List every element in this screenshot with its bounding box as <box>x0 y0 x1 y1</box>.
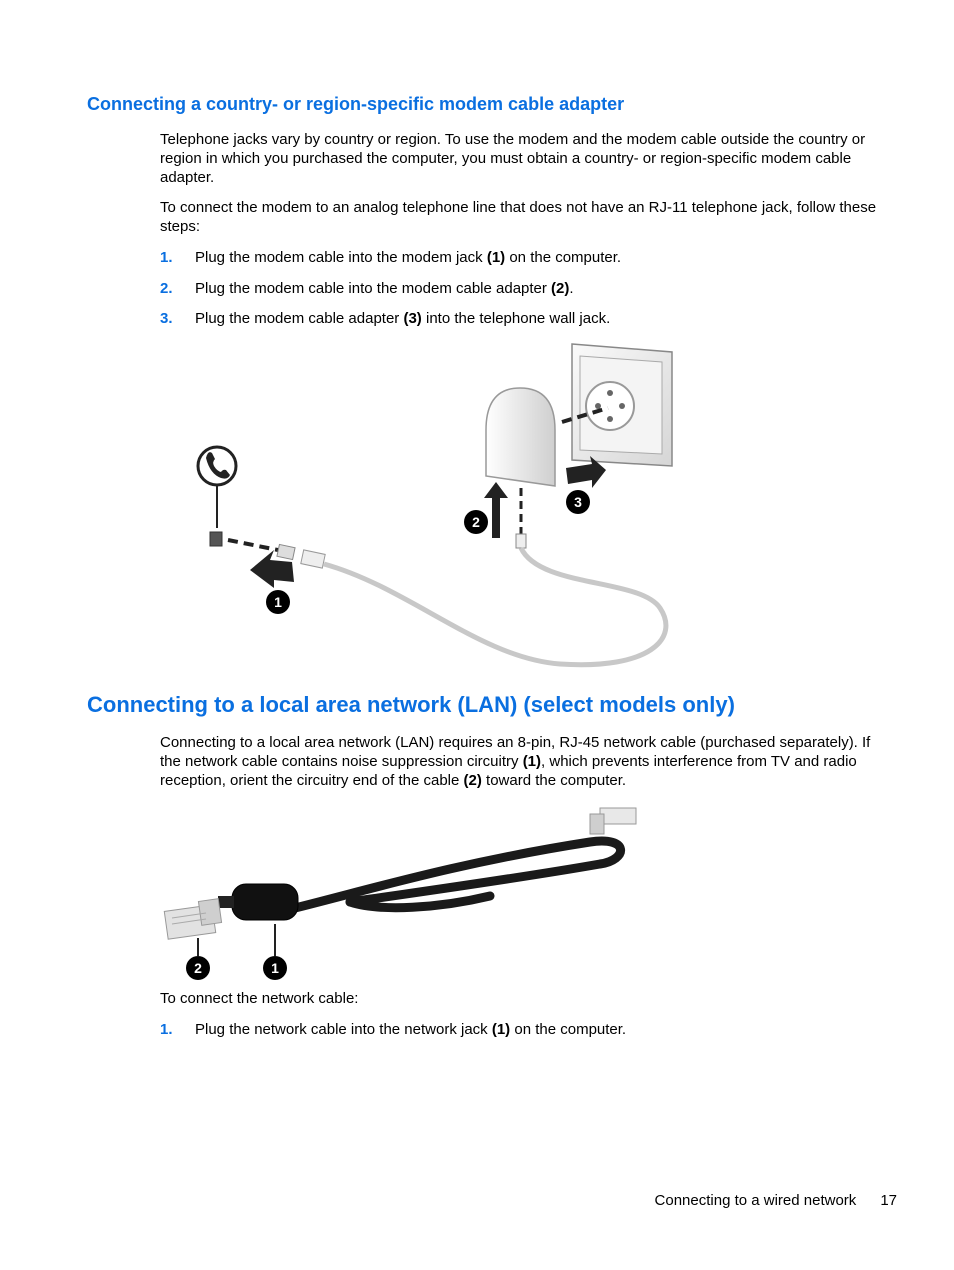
callout-3 <box>566 490 590 514</box>
callout-2 <box>464 510 488 534</box>
section-heading-lan: Connecting to a local area network (LAN) (select models only) <box>87 692 735 717</box>
step-number: 1. <box>160 249 173 266</box>
lan-intro-paragraph: Connecting to a local area network (LAN) requires an 8-pin, RJ-45 network cable (purchased separately). If the network cable contains noise suppression circuitry (1), which prevents interference from TV and radio reception, orient the circuitry end of the cable (2) toward the computer. <box>160 734 871 789</box>
instructions-paragraph: To connect the modem to an analog telephone line that does not have an RJ-11 telephone jack, follow these steps: <box>160 199 877 235</box>
svg-text:1: 1 <box>274 594 282 610</box>
network-cable-illustration <box>160 800 650 985</box>
svg-text:2: 2 <box>194 960 202 976</box>
svg-text:2: 2 <box>472 514 480 530</box>
step-text: Plug the modem cable into the modem jack (1) on the computer. <box>195 249 622 266</box>
svg-text:3: 3 <box>574 494 582 510</box>
step-number: 1. <box>160 1021 173 1038</box>
step-number: 3. <box>160 310 173 327</box>
network-steps-intro: To connect the network cable: <box>160 990 359 1007</box>
modem-phone-icon <box>198 447 236 528</box>
section-heading-modem-adapter: Connecting a country- or region-specific modem cable adapter <box>87 94 625 114</box>
step-text: Plug the modem cable adapter (3) into the telephone wall jack. <box>195 310 611 327</box>
page-number: 17 <box>880 1192 897 1209</box>
rj45-plug <box>164 899 221 939</box>
page-footer <box>560 1192 897 1209</box>
step-text: Plug the modem cable into the modem cable adapter (2). <box>195 280 574 297</box>
footer-section-title: Connecting to a wired network <box>654 1192 857 1209</box>
ferrite-bead <box>232 884 298 920</box>
step-text: Plug the network cable into the network jack (1) on the computer. <box>195 1021 627 1038</box>
arrow-icon <box>484 482 508 538</box>
intro-paragraph: Telephone jacks vary by country or region. To use the modem and the modem cable outside the country or region in which you purchased the computer, you must obtain a country- or region-specific modem cable adapter. <box>160 131 866 186</box>
modem-adapter-illustration <box>180 338 700 678</box>
svg-text:1: 1 <box>271 960 279 976</box>
callout-1 <box>263 956 287 980</box>
callout-2 <box>186 956 210 980</box>
wall-jack <box>572 344 672 466</box>
step-number: 2. <box>160 280 173 297</box>
callout-1 <box>266 590 290 614</box>
